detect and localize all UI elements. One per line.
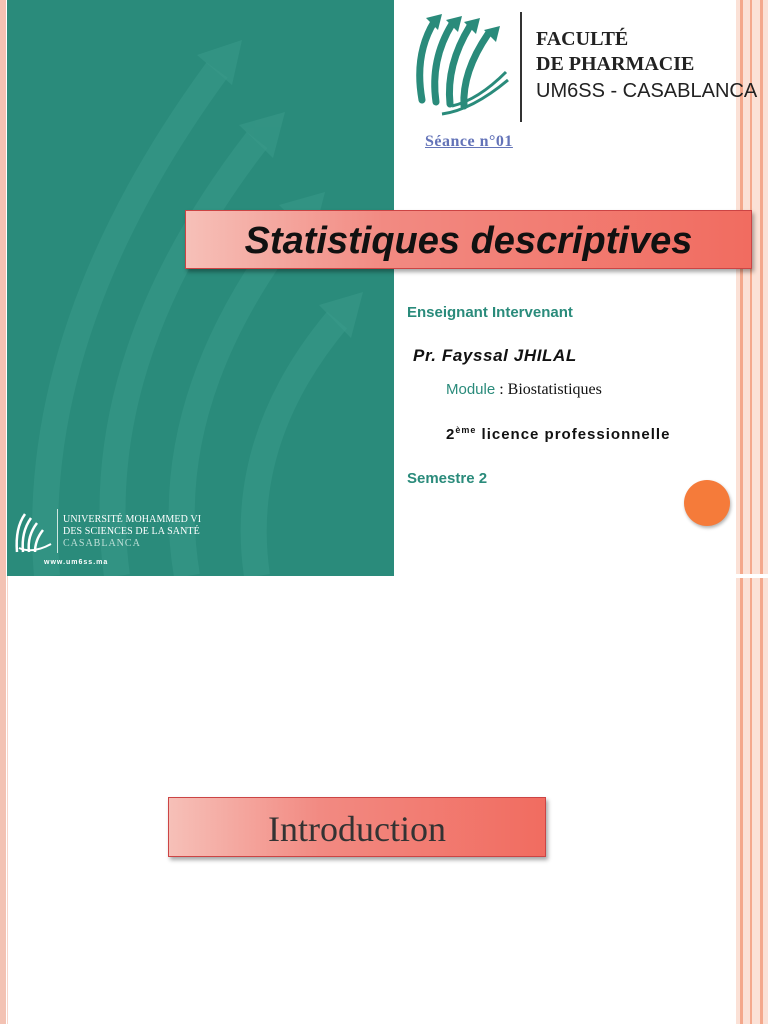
licence-line — [446, 425, 670, 443]
university-divider — [57, 509, 58, 553]
university-line3: CASABLANCA — [63, 538, 141, 549]
university-name — [63, 514, 201, 550]
licence-superscript: ème — [455, 425, 477, 435]
presentation-title: Statistiques descriptives — [244, 220, 693, 262]
module-label: Module — [446, 381, 496, 398]
professor-name: Pr. Fayssal JHILAL — [413, 346, 577, 365]
seance-link[interactable]: Séance n°01 — [425, 133, 513, 150]
faculty-divider — [520, 12, 522, 122]
swoosh-arrows-decoration — [7, 0, 394, 576]
section-title: Introduction — [268, 809, 446, 849]
enseignant-label: Enseignant Intervenant — [407, 304, 573, 321]
right-decorative-border — [736, 0, 768, 1024]
licence-number: 2 — [446, 426, 456, 443]
faculty-name-line1: FACULTÉ — [536, 28, 629, 50]
teal-cover-panel — [7, 0, 394, 576]
university-logo-icon — [13, 508, 53, 554]
university-line2: DES SCIENCES DE LA SANTÉ — [63, 526, 200, 537]
university-website: www.um6ss.ma — [44, 559, 109, 566]
introduction-banner — [168, 797, 546, 857]
module-line — [446, 381, 602, 399]
faculty-name-line3: UM6SS - CASABLANCA — [536, 80, 758, 102]
border-line — [760, 0, 763, 1024]
licence-text: licence professionnelle — [476, 426, 671, 443]
faculty-name-line2: DE PHARMACIE — [536, 53, 695, 75]
border-line — [750, 0, 752, 1024]
border-line — [740, 0, 743, 1024]
semestre-label: Semestre 2 — [407, 470, 488, 487]
border-split — [736, 574, 768, 578]
title-banner — [185, 210, 752, 269]
faculty-logo-icon — [412, 10, 514, 120]
university-line1: UNIVERSITÉ MOHAMMED VI — [63, 514, 202, 525]
orange-circle-decoration — [684, 480, 730, 526]
left-border-stripe — [0, 0, 6, 1024]
module-value: : Biostatistiques — [495, 381, 602, 398]
